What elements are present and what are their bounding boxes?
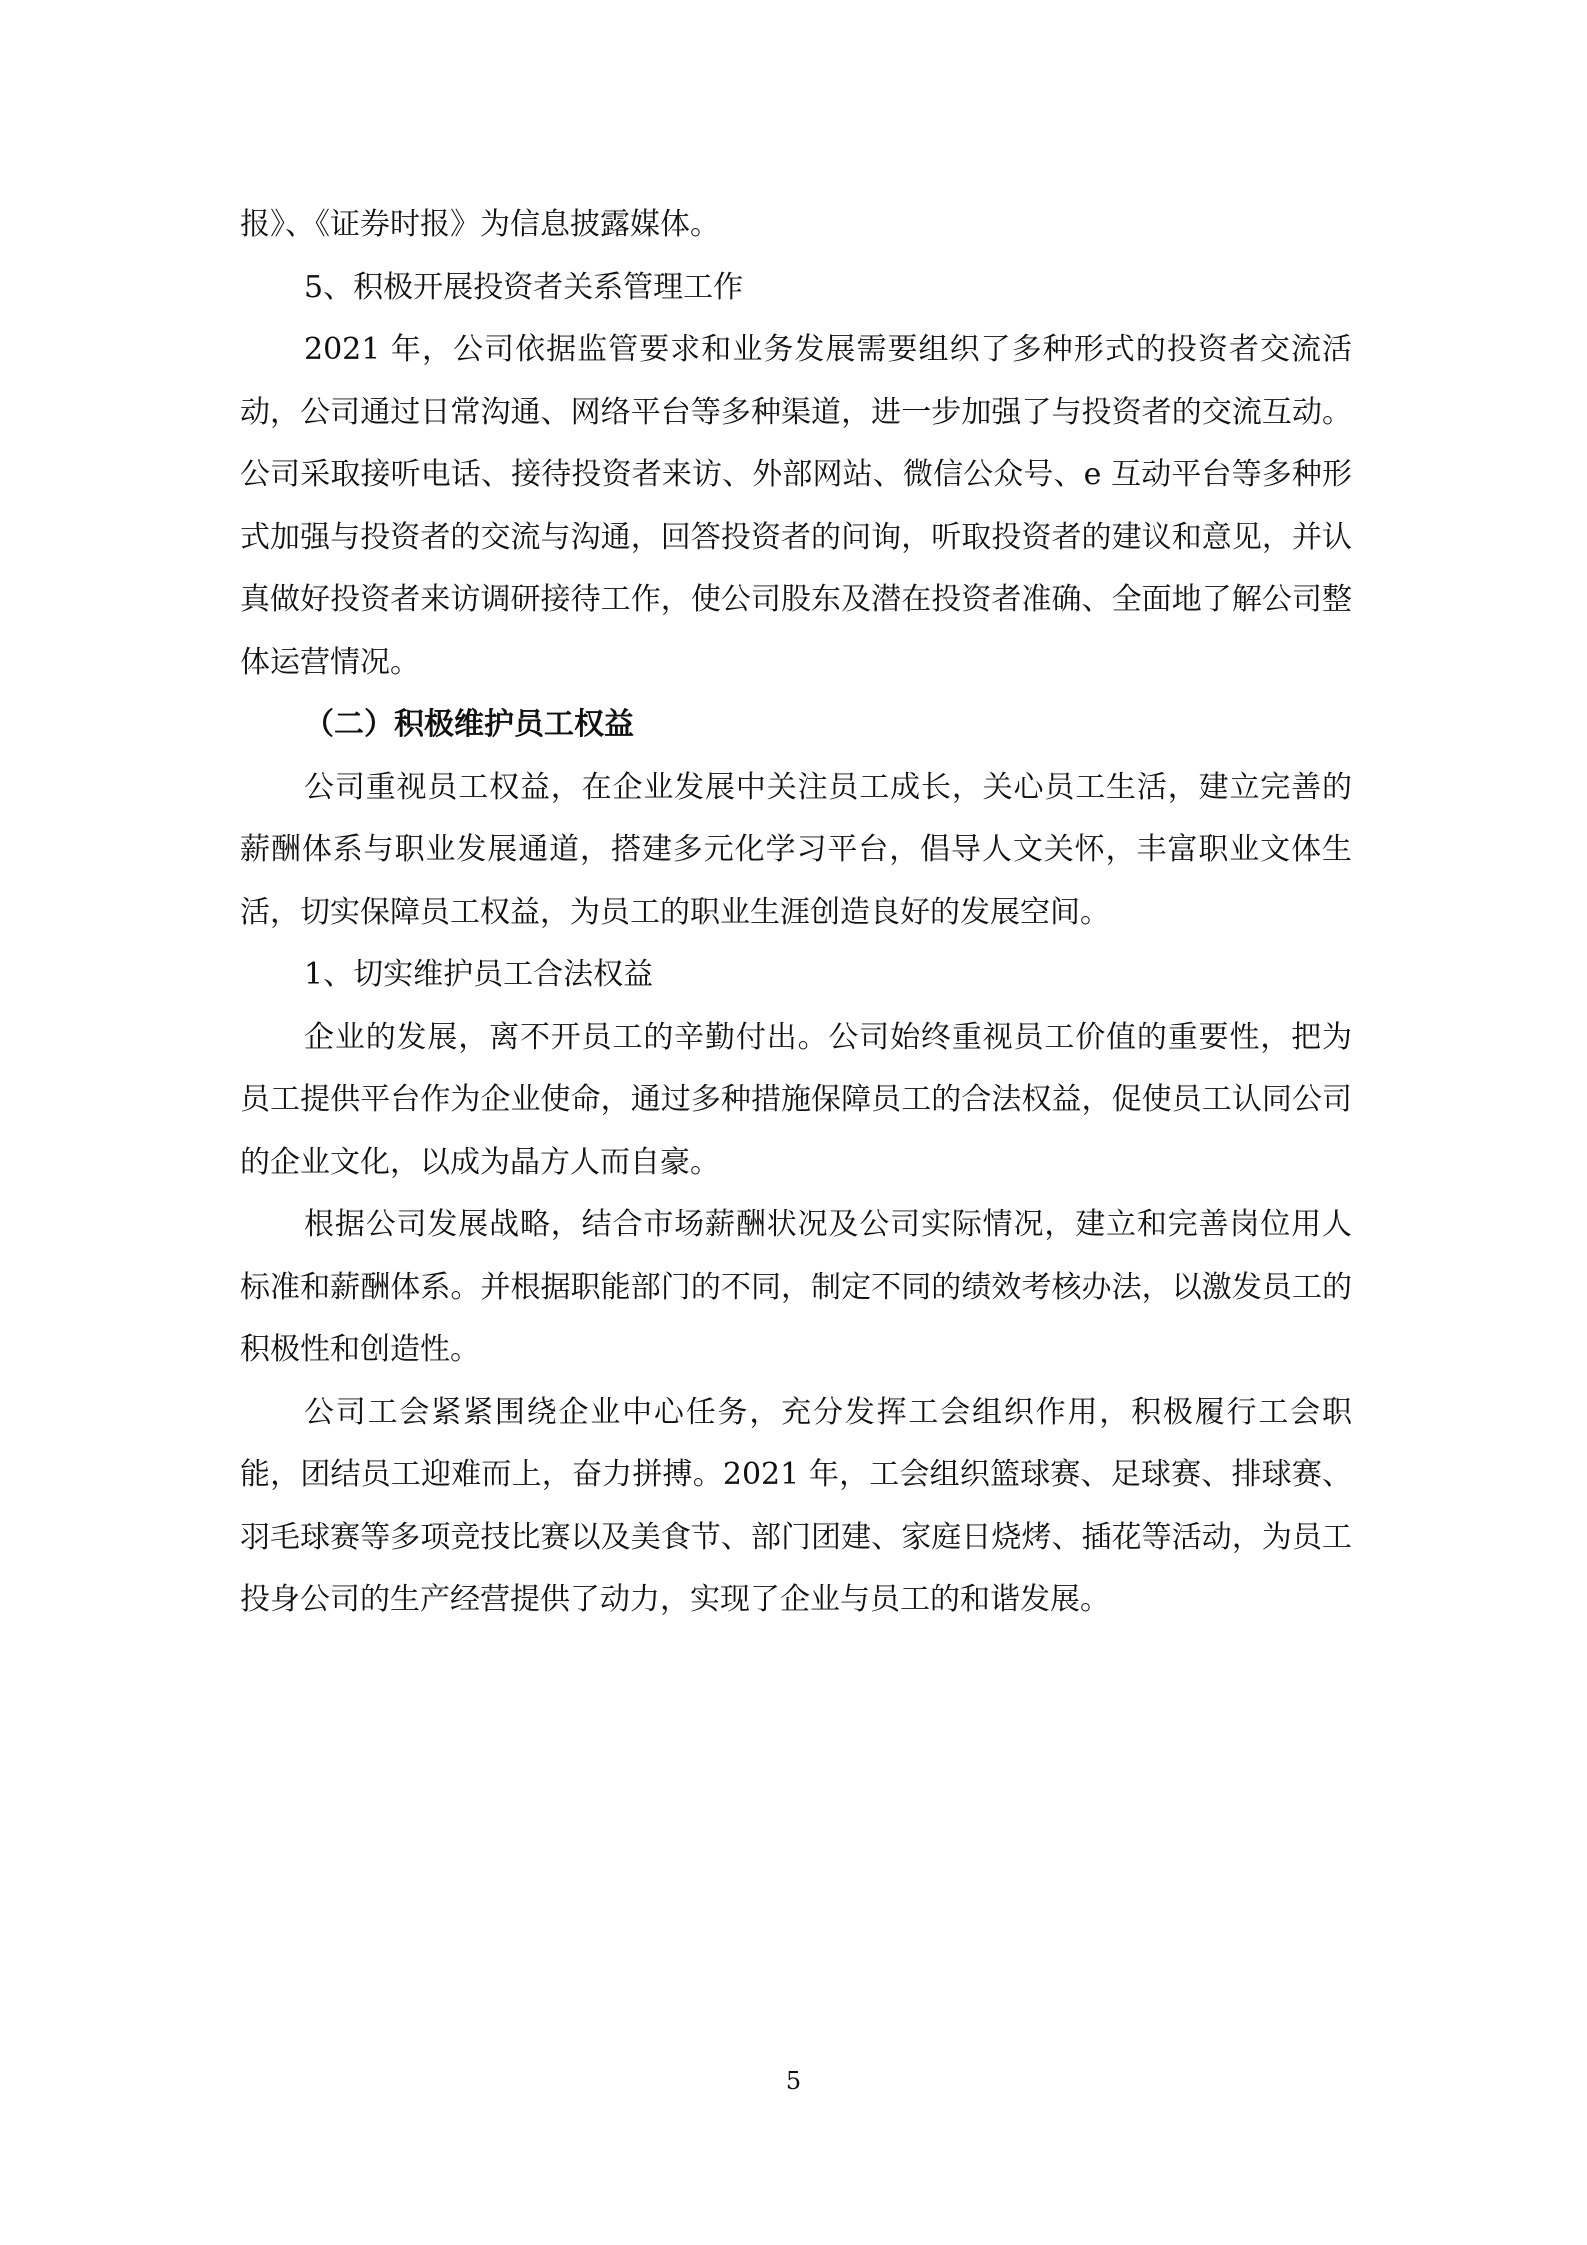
page-number: 5: [785, 2067, 802, 2095]
section-heading-employee-rights: （二）积极维护员工权益: [304, 707, 634, 742]
paragraph-investor-relations: 2021 年，公司依据监管要求和业务发展需要组织了多种形式的投资者交流活动，公司通过日常沟通、网络平台等多种渠道，进一步加强了与投资者的交流互动。公司采取接听电话、接待投资者来访、外部网站、微信公众号、e 互动平台等多种形式加强与投资者的交流与沟通，回答投资者的问询，听取投资者的建议和意见，并认真做好投资者来访调研接待工作，使公司股东及潜在投资者准确、全面地了解公司整体运营情况。: [240, 332, 1352, 680]
paragraph-employee-rights-intro: 公司重视员工权益，在企业发展中关注员工成长，关心员工生活，建立完善的薪酬体系与职业发展通道，搭建多元化学习平台，倡导人文关怀，丰富职业文体生活，切实保障员工权益，为员工的职业生涯创造良好的发展空间。: [240, 769, 1352, 930]
paragraph-compensation: 根据公司发展战略，结合市场薪酬状况及公司实际情况，建立和完善岗位用人标准和薪酬体系。并根据职能部门的不同，制定不同的绩效考核办法，以激发员工的积极性和创造性。: [240, 1207, 1352, 1367]
subheading-legal-rights: 1、切实维护员工合法权益: [304, 957, 654, 992]
paragraph-labor-union: 公司工会紧紧围绕企业中心任务，充分发挥工会组织作用，积极履行工会职能，团结员工迎难而上，奋力拼搏。2021 年，工会组织篮球赛、足球赛、排球赛、羽毛球赛等多项竞技比赛以及美食节、部门团建、家庭日烧烤、插花等活动，为员工投身公司的生产经营提供了动力，实现了企业与员工的和谐发展。: [240, 1394, 1352, 1617]
paragraph-employee-value: 企业的发展，离不开员工的辛勤付出。公司始终重视员工价值的重要性，把为员工提供平台作为企业使命，通过多种措施保障员工的合法权益，促使员工认同公司的企业文化，以成为晶方人而自豪。: [240, 1019, 1352, 1180]
paragraph-continuation: 报》、《证券时报》为信息披露媒体。: [240, 207, 720, 242]
subheading-investor-relations: 5、积极开展投资者关系管理工作: [304, 269, 744, 305]
page-body: [240, 194, 1352, 1632]
